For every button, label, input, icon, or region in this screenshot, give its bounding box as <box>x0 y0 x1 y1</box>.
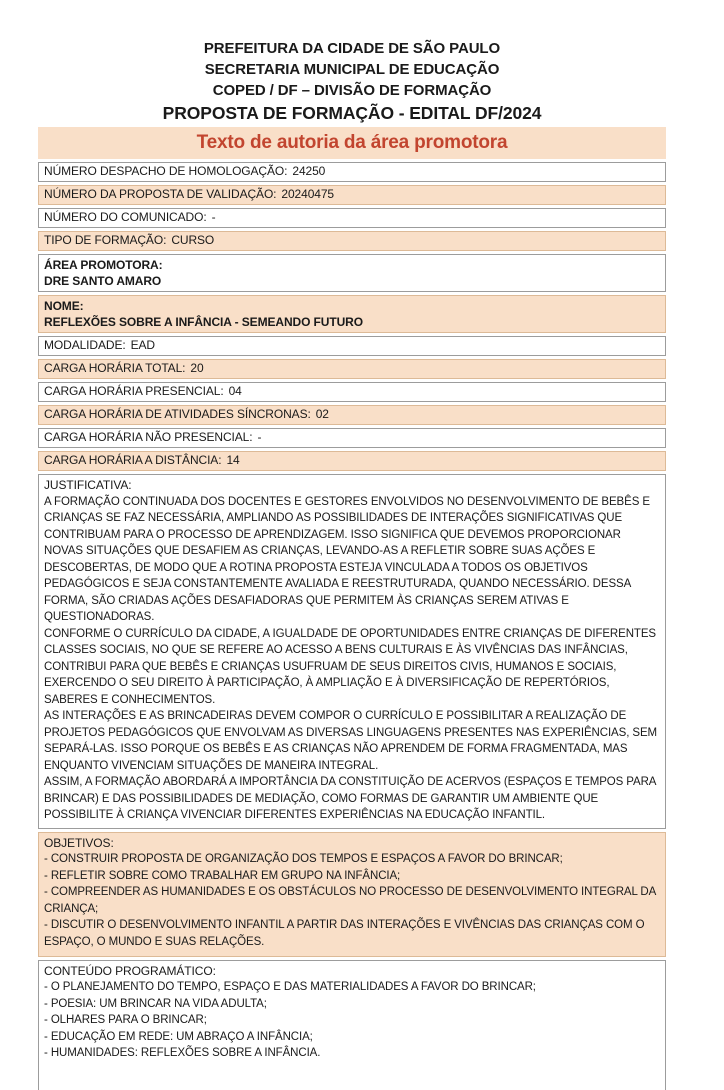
field-value: 14 <box>226 453 240 467</box>
field-value: 20240475 <box>281 187 334 201</box>
field-value: DRE SANTO AMARO <box>44 274 162 288</box>
justificativa-paragraph: A FORMAÇÃO CONTINUADA DOS DOCENTES E GESTORES ENVOLVIDOS NO DESENVOLVIMENTO DE BEBÊS E CRIANÇAS SE FAZ NECESSÁRIA, AMPLIANDO AS POSSIBILIDADES DE INTERAÇÕES SIGNIFICATIVAS QUE CONTRIBUAM PARA O PROCESSO DE APRENDIZAGEM. ISSO SIGNIFICA QUE DEVEMOS PROPORCIONAR NOVAS SITUAÇÕES QUE DESAFIEM AS CRIANÇAS, LEVANDO-AS A REFLETIR SOBRE SUAS AÇÕES E DESCOBERTAS, DE MODO QUE A ROTINA PROPOSTA ESTEJA VINCULADA A TODOS OS OBJETIVOS PEDAGÓGICOS E SEJA CONSTANTEMENTE AVALIADA E REESTRUTURADA, QUANDO NECESSÁRIO. DESSA FORMA, SÃO CRIADAS AÇÕES DESAFIADORAS QUE PERMITEM ÀS CRIANÇAS SEREM ATIVAS E QUESTIONADORAS. <box>44 495 650 623</box>
document-content <box>38 0 666 1090</box>
conteudo-item: - POESIA: UM BRINCAR NA VIDA ADULTA; <box>44 997 267 1010</box>
field-label: CARGA HORÁRIA PRESENCIAL: <box>44 384 224 398</box>
objetivo-item: - COMPREENDER AS HUMANIDADES E OS OBSTÁCULOS NO PROCESSO DE DESENVOLVIMENTO INTEGRAL DA CRIANÇA; <box>44 886 656 915</box>
field-value: - <box>257 430 262 444</box>
field-label: NÚMERO DO COMUNICADO: <box>44 210 207 224</box>
document-header <box>38 0 666 125</box>
field-numero-despacho-homologacao <box>38 162 666 182</box>
field-value: - <box>211 210 216 224</box>
field-carga-horaria-atividades-sincronas <box>38 405 666 425</box>
field-label: ÁREA PROMOTORA: <box>44 258 163 272</box>
field-label: CARGA HORÁRIA A DISTÂNCIA: <box>44 453 222 467</box>
field-value: EAD <box>130 338 155 352</box>
conteudo-item: - OLHARES PARA O BRINCAR; <box>44 1014 207 1026</box>
header-line-coped: COPED / DF – DIVISÃO DE FORMAÇÃO <box>212 82 492 99</box>
section-body <box>44 851 659 950</box>
section-body <box>44 494 659 824</box>
section-justificativa <box>38 474 666 829</box>
field-rows <box>38 162 666 471</box>
field-value: 20 <box>190 361 204 375</box>
field-value: 24250 <box>292 164 326 178</box>
field-value: CURSO <box>171 233 215 247</box>
field-label: CARGA HORÁRIA TOTAL: <box>44 361 186 375</box>
authorship-banner <box>38 127 666 159</box>
justificativa-paragraph: AS INTERAÇÕES E AS BRINCADEIRAS DEVEM COMPOR O CURRÍCULO E POSSIBILITAR A REALIZAÇÃO DE PROJETOS PEDAGÓGICOS QUE ENVOLVAM AS DIVERSAS LINGUAGENS PRESENTES NAS EXPERIÊNCIAS, SEM SEPARÁ-LAS. ISSO PORQUE OS BEBÊS E AS CRIANÇAS NÃO APRENDEM DE FORMA FRAGMENTADA, MAS ENQUANTO VIVENCIAM SITUAÇÕES DE MANEIRA INTEGRAL. <box>44 710 657 772</box>
field-label: CARGA HORÁRIA DE ATIVIDADES SÍNCRONAS: <box>44 407 311 421</box>
field-label: CARGA HORÁRIA NÃO PRESENCIAL: <box>44 430 253 444</box>
field-numero-comunicado <box>38 208 666 228</box>
objetivo-item: - CONSTRUIR PROPOSTA DE ORGANIZAÇÃO DOS TEMPOS E ESPAÇOS A FAVOR DO BRINCAR; <box>44 853 563 865</box>
conteudo-item: - HUMANIDADES: REFLEXÕES SOBRE A INFÂNCIA. <box>44 1047 321 1059</box>
field-area-promotora <box>38 254 666 292</box>
field-label: TIPO DE FORMAÇÃO: <box>44 233 167 247</box>
field-label: NÚMERO DA PROPOSTA DE VALIDAÇÃO: <box>44 187 277 201</box>
objetivo-item: - REFLETIR SOBRE COMO TRABALHAR EM GRUPO NA INFÂNCIA; <box>44 869 401 882</box>
field-carga-horaria-presencial <box>38 382 666 402</box>
field-nome <box>38 295 666 333</box>
section-title: CONTEÚDO PROGRAMÁTICO: <box>44 963 216 978</box>
section-title: JUSTIFICATIVA: <box>44 478 132 492</box>
field-tipo-formacao <box>38 231 666 251</box>
field-value: 02 <box>315 407 329 421</box>
field-numero-proposta-validacao <box>38 185 666 205</box>
field-modalidade <box>38 336 666 356</box>
field-label: NOME: <box>44 299 84 313</box>
authorship-banner-text: Texto de autoria da área promotora <box>196 132 508 153</box>
header-line-proposta: PROPOSTA DE FORMAÇÃO - EDITAL DF/2024 <box>162 103 542 123</box>
field-label: MODALIDADE: <box>44 338 126 352</box>
conteudo-item: - EDUCAÇÃO EM REDE: UM ABRAÇO A INFÂNCIA; <box>44 1030 313 1043</box>
field-value: REFLEXÕES SOBRE A INFÂNCIA - SEMEANDO FUTURO <box>44 315 363 329</box>
justificativa-paragraph: CONFORME O CURRÍCULO DA CIDADE, A IGUALDADE DE OPORTUNIDADES ENTRE CRIANÇAS DE DIFERENTES CLASSES SOCIAIS, NO QUE SE REFERE AO ACESSO A BENS CULTURAIS E ÀS VIVÊNCIAS DAS INFÂNCIAS, CONTRIBUI PARA QUE BEBÊS E CRIANÇAS USUFRUAM DE SEUS DIREITOS CIVIS, HUMANOS E SOCIAIS, EXERCENDO O SEU DIREITO À PARTICIPAÇÃO, À AMPLIAÇÃO E À DIVERSIFICAÇÃO DE REPERTÓRIOS, SABERES E CONHECIMENTOS. <box>44 627 656 706</box>
header-line-prefeitura: PREFEITURA DA CIDADE DE SÃO PAULO <box>203 40 501 57</box>
field-carga-horaria-distancia <box>38 451 666 471</box>
justificativa-paragraph: ASSIM, A FORMAÇÃO ABORDARÁ A IMPORTÂNCIA DA CONSTITUIÇÃO DE ACERVOS (ESPAÇOS E TEMPOS PARA BRINCAR) E DAS POSSIBILIDADES DE MEDIAÇÃO, COMO FORMAS DE GARANTIR UM AMBIENTE QUE POSSIBILITE À CRIANÇA VIVENCIAR DIFERENTES EXPERIÊNCIAS NA EDUCAÇÃO INFANTIL. <box>44 776 656 821</box>
field-value: 04 <box>228 384 242 398</box>
section-title: OBJETIVOS: <box>44 835 114 850</box>
section-conteudo-programatico <box>38 960 666 1090</box>
objetivo-item: - DISCUTIR O DESENVOLVIMENTO INFANTIL A PARTIR DAS INTERAÇÕES E VIVÊNCIAS DAS CRIANÇAS COM O ESPAÇO, O MUNDO E SUAS RELAÇÕES. <box>44 919 645 948</box>
section-objetivos <box>38 832 666 957</box>
field-carga-horaria-nao-presencial <box>38 428 666 448</box>
conteudo-item: - O PLANEJAMENTO DO TEMPO, ESPAÇO E DAS MATERIALIDADES A FAVOR DO BRINCAR; <box>44 981 536 993</box>
section-body <box>44 979 659 1062</box>
field-label: NÚMERO DESPACHO DE HOMOLOGAÇÃO: <box>44 164 288 178</box>
header-line-secretaria: SECRETARIA MUNICIPAL DE EDUCAÇÃO <box>204 61 500 78</box>
field-carga-horaria-total <box>38 359 666 379</box>
